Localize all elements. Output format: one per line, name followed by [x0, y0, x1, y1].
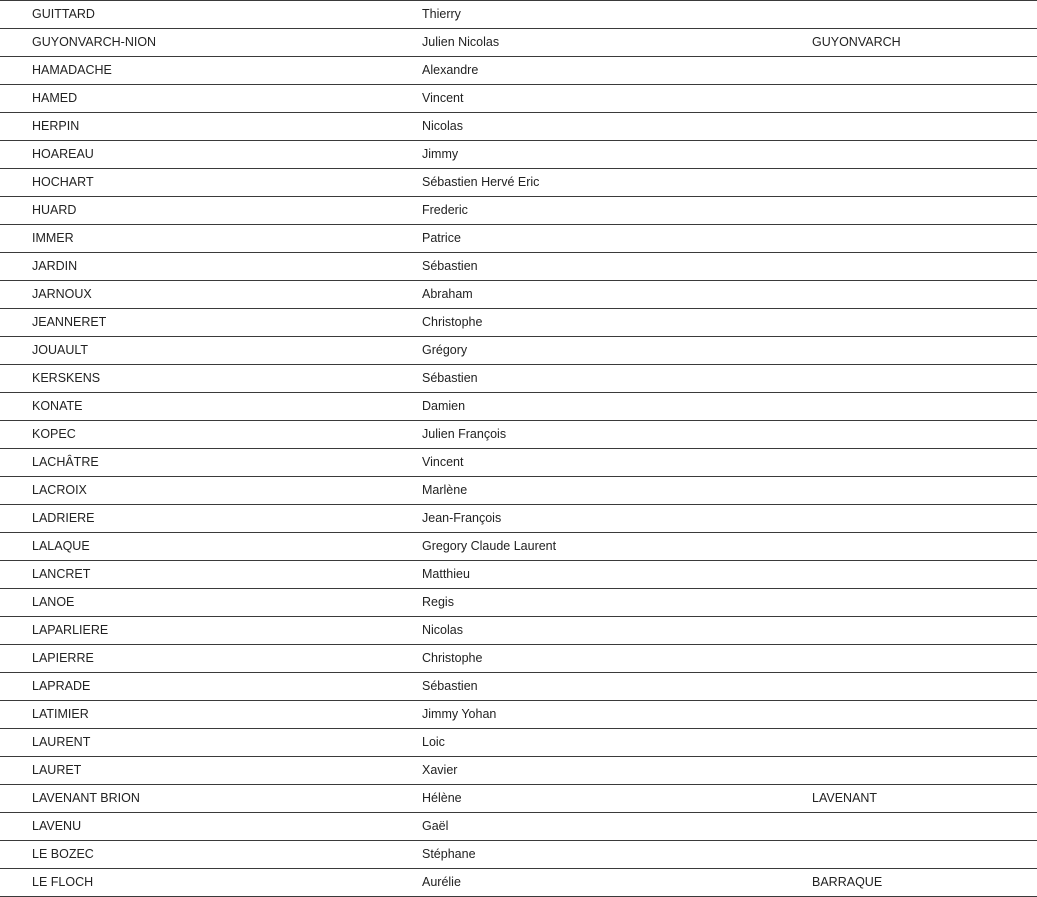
first-names-cell: Regis: [422, 595, 454, 609]
table-row: [0, 533, 1037, 561]
table-row: [0, 673, 1037, 701]
first-names-cell: Vincent: [422, 455, 464, 469]
first-names-cell: Julien Nicolas: [422, 35, 500, 49]
first-names-cell: Damien: [422, 399, 466, 413]
table-row: [0, 281, 1037, 309]
first-names-cell: Marlène: [422, 483, 468, 497]
last-name-cell: IMMER: [32, 231, 74, 245]
first-names-cell: Grégory: [422, 343, 468, 357]
table-row: [0, 113, 1037, 141]
table-row: [0, 85, 1037, 113]
table-row: [0, 505, 1037, 533]
other-name-cell: GUYONVARCH: [812, 35, 901, 49]
table-row: [0, 757, 1037, 785]
first-names-cell: Sébastien: [422, 679, 478, 693]
table-row: [0, 813, 1037, 841]
table-row: [0, 197, 1037, 225]
last-name-cell: LAURENT: [32, 735, 91, 749]
table-row: [0, 589, 1037, 617]
table-row: [0, 477, 1037, 505]
first-names-cell: Nicolas: [422, 119, 463, 133]
table-row: [0, 841, 1037, 869]
table-row: [0, 617, 1037, 645]
last-name-cell: LADRIERE: [32, 511, 95, 525]
first-names-cell: Matthieu: [422, 567, 470, 581]
first-names-cell: Frederic: [422, 203, 468, 217]
first-names-cell: Jean-François: [422, 511, 502, 525]
table-row: [0, 449, 1037, 477]
last-name-cell: LANOE: [32, 595, 75, 609]
last-name-cell: HAMADACHE: [32, 63, 112, 77]
table-row: [0, 1, 1037, 29]
other-name-cell: BARRAQUE: [812, 875, 883, 889]
first-names-cell: Stéphane: [422, 847, 476, 861]
first-names-cell: Nicolas: [422, 623, 463, 637]
last-name-cell: LACROIX: [32, 483, 87, 497]
table-row: [0, 141, 1037, 169]
last-name-cell: HERPIN: [32, 119, 80, 133]
last-name-cell: LAPARLIERE: [32, 623, 109, 637]
first-names-cell: Sébastien Hervé Eric: [422, 175, 540, 189]
first-names-cell: Abraham: [422, 287, 473, 301]
first-names-cell: Sébastien: [422, 371, 478, 385]
table-row: [0, 869, 1037, 897]
last-name-cell: JARNOUX: [32, 287, 92, 301]
last-name-cell: LAVENU: [32, 819, 82, 833]
last-name-cell: JARDIN: [32, 259, 78, 273]
last-name-cell: KERSKENS: [32, 371, 101, 385]
first-names-cell: Sébastien: [422, 259, 478, 273]
first-names-cell: Gaël: [422, 819, 449, 833]
last-name-cell: LE BOZEC: [32, 847, 94, 861]
table-row: [0, 225, 1037, 253]
table-row: [0, 785, 1037, 813]
first-names-cell: Patrice: [422, 231, 461, 245]
last-name-cell: LACHÂTRE: [32, 455, 99, 469]
first-names-cell: Loic: [422, 735, 445, 749]
table-row: [0, 393, 1037, 421]
table-row: [0, 645, 1037, 673]
first-names-cell: Jimmy Yohan: [422, 707, 497, 721]
first-names-cell: Jimmy: [422, 147, 459, 161]
table-row: [0, 253, 1037, 281]
table-row: [0, 561, 1037, 589]
last-name-cell: GUYONVARCH-NION: [32, 35, 157, 49]
last-name-cell: JEANNERET: [32, 315, 107, 329]
first-names-cell: Alexandre: [422, 63, 479, 77]
last-name-cell: HOAREAU: [32, 147, 94, 161]
last-name-cell: LAURET: [32, 763, 82, 777]
first-names-cell: Hélène: [422, 791, 462, 805]
last-name-cell: GUITTARD: [32, 7, 95, 21]
last-name-cell: LAPIERRE: [32, 651, 94, 665]
last-name-cell: LAPRADE: [32, 679, 91, 693]
last-name-cell: HUARD: [32, 203, 77, 217]
table-row: [0, 29, 1037, 57]
first-names-cell: Vincent: [422, 91, 464, 105]
last-name-cell: HAMED: [32, 91, 78, 105]
last-name-cell: JOUAULT: [32, 343, 89, 357]
first-names-cell: Christophe: [422, 651, 483, 665]
last-name-cell: HOCHART: [32, 175, 94, 189]
table-row: [0, 421, 1037, 449]
last-name-cell: KONATE: [32, 399, 83, 413]
other-name-cell: LAVENANT: [812, 791, 878, 805]
last-name-cell: LALAQUE: [32, 539, 90, 553]
table-row: [0, 337, 1037, 365]
first-names-cell: Julien François: [422, 427, 507, 441]
table-row: [0, 701, 1037, 729]
table-row: [0, 57, 1037, 85]
last-name-cell: LANCRET: [32, 567, 91, 581]
first-names-cell: Thierry: [422, 7, 461, 21]
table-row: [0, 729, 1037, 757]
table-row: [0, 309, 1037, 337]
last-name-cell: LATIMIER: [32, 707, 89, 721]
last-name-cell: LE FLOCH: [32, 875, 94, 889]
table-row: [0, 169, 1037, 197]
first-names-cell: Xavier: [422, 763, 458, 777]
first-names-cell: Aurélie: [422, 875, 461, 889]
last-name-cell: KOPEC: [32, 427, 76, 441]
first-names-cell: Gregory Claude Laurent: [422, 539, 557, 553]
last-name-cell: LAVENANT BRION: [32, 791, 140, 805]
table-row: [0, 365, 1037, 393]
first-names-cell: Christophe: [422, 315, 483, 329]
